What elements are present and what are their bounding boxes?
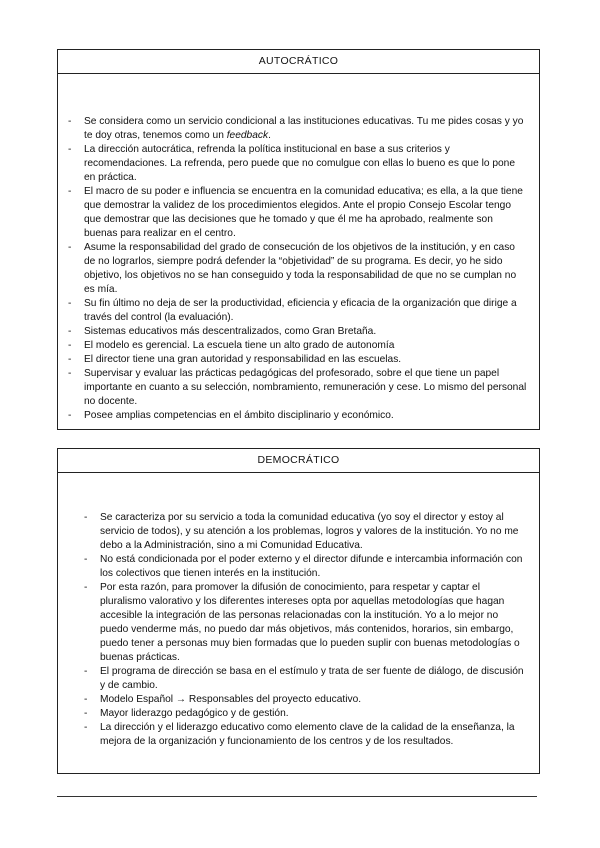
list-item: - El macro de su poder e influencia se encuentra en la comunidad educativa; es ella, a la que tiene que demostrar la validez de los procedimientos elegidos. Ante el propio Consejo Escolar tengo que demostrar que las decisiones que he tomado y que él me ha aprobado, realmente son buenas para realizar en el centro. xyxy=(84,185,527,241)
autocratic-title: AUTOCRÁTICO xyxy=(58,50,539,74)
list-item: - No está condicionada por el poder externo y el director difunde e intercambia información con los colectivos que tienen interés en la institución. xyxy=(100,553,527,581)
democratic-list xyxy=(58,473,539,749)
democratic-box xyxy=(57,448,540,774)
feedback-term: feedback xyxy=(226,130,269,141)
autocratic-list xyxy=(58,74,539,423)
list-item: - La dirección y el liderazgo educativo como elemento clave de la calidad de la enseñanza, la mejora de la organización y funcionamiento de los centros y de los resultados. xyxy=(100,721,527,749)
list-item: - Supervisar y evaluar las prácticas pedagógicas del profesorado, sobre el que tiene un papel importante en cuanto a su selección, nombramiento, remuneración y cese. Lo mismo del personal no docente. xyxy=(84,367,527,409)
list-item: - Modelo Español → Responsables del proyecto educativo. xyxy=(100,693,527,707)
list-item: - El director tiene una gran autoridad y responsabilidad en las escuelas. xyxy=(84,353,527,367)
list-item: - La dirección autocrática, refrenda la política institucional en base a sus criterios y recomendaciones. La refrenda, pero puede que no comulgue con ellas lo bueno es que lo pone en práctica. xyxy=(84,143,527,185)
autocratic-box xyxy=(57,49,540,430)
list-item: - El modelo es gerencial. La escuela tiene un alto grado de autonomía xyxy=(84,339,527,353)
list-item: - Mayor liderazgo pedagógico y de gestión. xyxy=(100,707,527,721)
list-item: - Su fin último no deja de ser la productividad, eficiencia y eficacia de la organización que dirige a través del control (la evaluación). xyxy=(84,297,527,325)
list-item: - Asume la responsabilidad del grado de consecución de los objetivos de la institución, y en caso de no lograrlos, siempre podrá defender la “objetividad” de su programa. Es decir, yo he sido objetivo, los objetivos no se han conseguido y toda la responsabilidad de que no se cumplan no es mía. xyxy=(84,241,527,297)
list-item: - Posee amplias competencias en el ámbito disciplinario y económico. xyxy=(84,409,527,423)
democratic-title: DEMOCRÁTICO xyxy=(58,449,539,473)
list-item: - El programa de dirección se basa en el estímulo y trata de ser fuente de diálogo, de discusión y de cambio. xyxy=(100,665,527,693)
footer-rule xyxy=(57,796,537,797)
list-item: - Se considera como un servicio condicional a las instituciones educativas. Tu me pides cosas y yo te doy otras, tenemos como un feedback. xyxy=(84,115,527,143)
list-item: - Sistemas educativos más descentralizados, como Gran Bretaña. xyxy=(84,325,527,339)
list-item: - Por esta razón, para promover la difusión de conocimiento, para respetar y captar el pluralismo valorativo y los diferentes intereses opta por aquellas metodologías que hagan accesible la integración de las personas relacionadas con la institución. Yo a lo mejor no puedo venderme más, no puedo dar más objetivos, más contenidos, horarios, sin embargo, puedo tener a personas muy bien formadas que lo pueden suplir con buenas metodologías o buenas prácticas. xyxy=(100,581,527,665)
list-item: - Se caracteriza por su servicio a toda la comunidad educativa (yo soy el director y estoy al servicio de todos), y su atención a los problemas, logros y valores de la institución. Yo no me debo a la Administración, sino a mi Comunidad Educativa. xyxy=(100,511,527,553)
